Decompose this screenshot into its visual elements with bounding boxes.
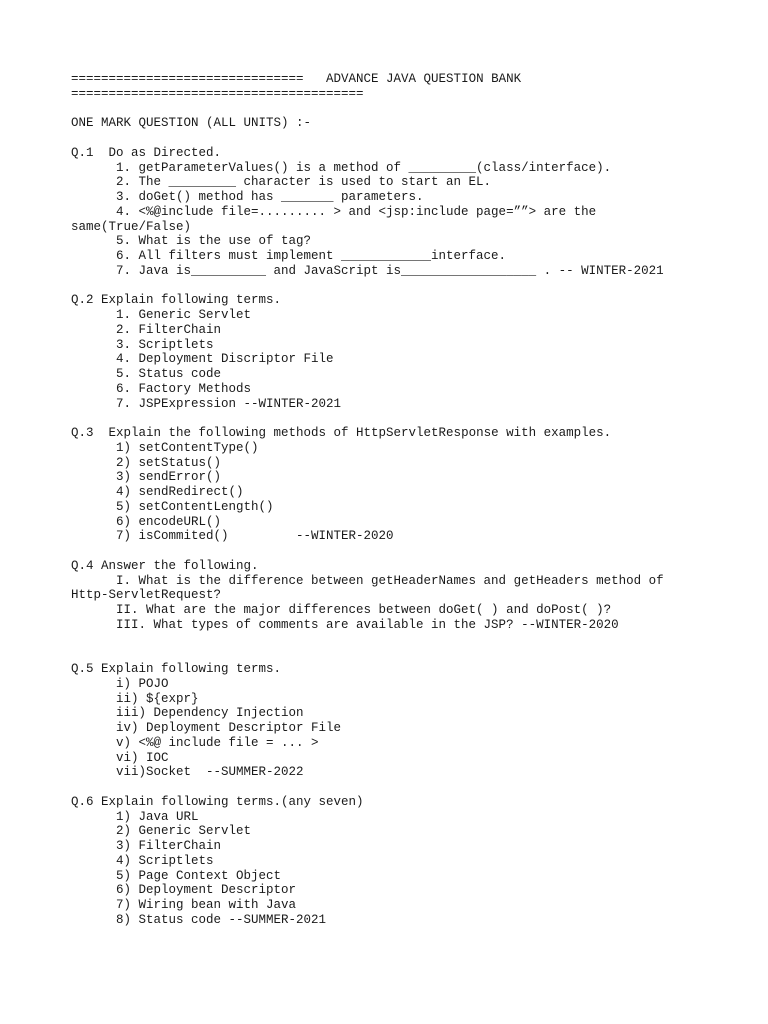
- question-2-title: Q.2 Explain following terms.: [71, 293, 282, 308]
- question-6-item: 3) FilterChain: [116, 839, 222, 853]
- header-rule-line: =======================================: [71, 86, 364, 101]
- spacer: [71, 780, 751, 795]
- question-1-item: 5. What is the use of tag?: [116, 234, 312, 249]
- question-3-item: 2) setStatus(): [116, 455, 222, 470]
- question-5-item: iii) Dependency Injection: [116, 706, 304, 721]
- question-3-item: 5) setContentLength(): [116, 499, 274, 514]
- question-1-item: 3. doGet() method has _______ parameters.: [116, 190, 424, 204]
- question-1-item: 7. Java is__________ and JavaScript is__________________ . -- WINTER-2021: [116, 263, 664, 278]
- question-1-item: 1. getParameterValues() is a method of _________(class/interface).: [116, 160, 612, 175]
- question-3-item: 3) sendError(): [116, 470, 222, 485]
- spacer: [71, 279, 751, 294]
- question-4-item: II. What are the major differences between doGet( ) and doPost( )?: [116, 603, 612, 617]
- question-5-item: iv) Deployment Descriptor File: [116, 721, 342, 735]
- question-5-item: i) POJO: [116, 676, 169, 691]
- question-5-item: ii) ${expr}: [116, 691, 199, 706]
- section-intro: ONE MARK QUESTION (ALL UNITS) :-: [71, 116, 312, 131]
- question-4-title: Q.4 Answer the following.: [71, 558, 259, 573]
- spacer: [71, 411, 751, 426]
- question-6-item: 8) Status code --SUMMER-2021: [116, 912, 327, 927]
- question-2-item: 4. Deployment Discriptor File: [116, 352, 334, 367]
- spacer: [71, 102, 751, 117]
- question-1-item: 4. <%@include file=......... > and <jsp:include page=””> are the: [116, 204, 597, 219]
- question-4-item: I. What is the difference between getHeaderNames and getHeaders method of: [116, 573, 664, 588]
- question-5-item: vi) IOC: [116, 750, 169, 765]
- question-6-item: 4) Scriptlets: [116, 853, 214, 868]
- question-6-item: 2) Generic Servlet: [116, 824, 252, 839]
- question-6-title: Q.6 Explain following terms.(any seven): [71, 794, 364, 809]
- question-2-item: 6. Factory Methods: [116, 381, 252, 396]
- question-3-item: 6) encodeURL(): [116, 514, 222, 529]
- question-6-item: 5) Page Context Object: [116, 868, 282, 883]
- question-2-item: 2. FilterChain: [116, 322, 222, 337]
- spacer: [71, 131, 751, 146]
- question-5-item: vii)Socket --SUMMER-2022: [116, 765, 304, 780]
- question-1-item-wrap: same(True/False): [71, 219, 192, 234]
- question-6-item: 1) Java URL: [116, 809, 199, 824]
- question-4-item: III. What types of comments are available in the JSP? --WINTER-2020: [116, 617, 619, 632]
- question-3-item: 4) sendRedirect(): [116, 485, 244, 499]
- document-page: [71, 72, 751, 928]
- question-2-item: 7. JSPExpression --WINTER-2021: [116, 396, 342, 411]
- question-3-item: 7) isCommited() --WINTER-2020: [116, 529, 394, 544]
- question-3-title: Q.3 Explain the following methods of HttpServletResponse with examples.: [71, 426, 612, 440]
- spacer: [71, 633, 751, 663]
- question-2-item: 5. Status code: [116, 367, 222, 381]
- spacer: [71, 544, 751, 559]
- question-5-title: Q.5 Explain following terms.: [71, 662, 282, 676]
- question-6-item: 6) Deployment Descriptor: [116, 883, 297, 898]
- question-4-item-wrap: Http-ServletRequest?: [71, 588, 222, 603]
- question-3-item: 1) setContentType(): [116, 440, 259, 455]
- question-6-item: 7) Wiring bean with Java: [116, 898, 297, 912]
- question-1-title: Q.1 Do as Directed.: [71, 145, 222, 160]
- question-5-item: v) <%@ include file = ... >: [116, 735, 319, 750]
- header-title-line: =============================== ADVANCE JAVA QUESTION BANK: [71, 72, 522, 86]
- question-1-item: 6. All filters must implement ____________interface.: [116, 249, 507, 263]
- question-2-item: 3. Scriptlets: [116, 337, 214, 352]
- question-1-item: 2. The _________ character is used to start an EL.: [116, 175, 492, 190]
- question-2-item: 1. Generic Servlet: [116, 308, 252, 322]
